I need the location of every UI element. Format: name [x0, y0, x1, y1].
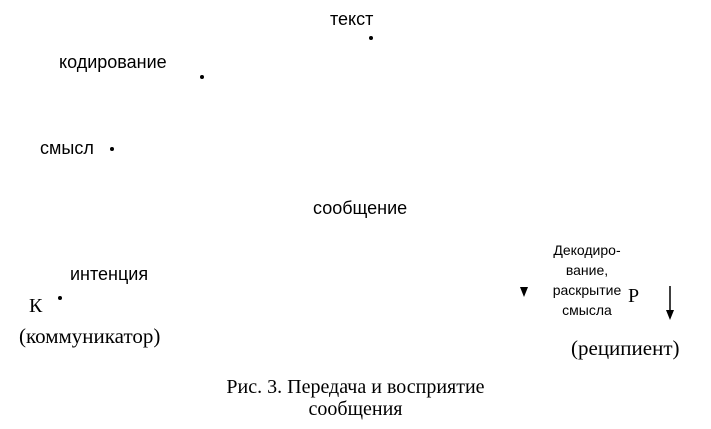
decoding-line-1: Декодиро-	[553, 242, 621, 258]
caption-line-1: Рис. 3. Передача и восприятие	[226, 376, 485, 398]
label-recipient-letter: Р	[628, 285, 640, 307]
label-decoding	[537, 240, 640, 320]
label-encoding: кодирование	[59, 52, 167, 72]
figure-caption	[0, 376, 711, 420]
decoding-arrow-icon	[520, 287, 530, 299]
decoding-line-2: вание,	[565, 262, 609, 278]
label-text: текст	[330, 9, 374, 29]
label-recipient: (реципиент)	[571, 336, 680, 360]
label-communicator: (коммуникатор)	[19, 324, 161, 348]
caption-line-2: сообщения	[308, 398, 403, 420]
label-message: сообщение	[313, 198, 408, 218]
node-dot-text	[369, 36, 373, 40]
node-dot-communicator	[58, 296, 62, 300]
node-dot-meaning	[110, 147, 114, 151]
node-dot-encoding	[200, 75, 204, 79]
decoding-line-4: смысла	[562, 302, 612, 318]
label-meaning: смысл	[40, 138, 94, 158]
decoding-line-3: раскрытие	[552, 282, 622, 298]
down-arrow-icon	[664, 286, 676, 322]
label-communicator-letter: К	[29, 295, 43, 317]
label-intention: интенция	[70, 264, 149, 284]
